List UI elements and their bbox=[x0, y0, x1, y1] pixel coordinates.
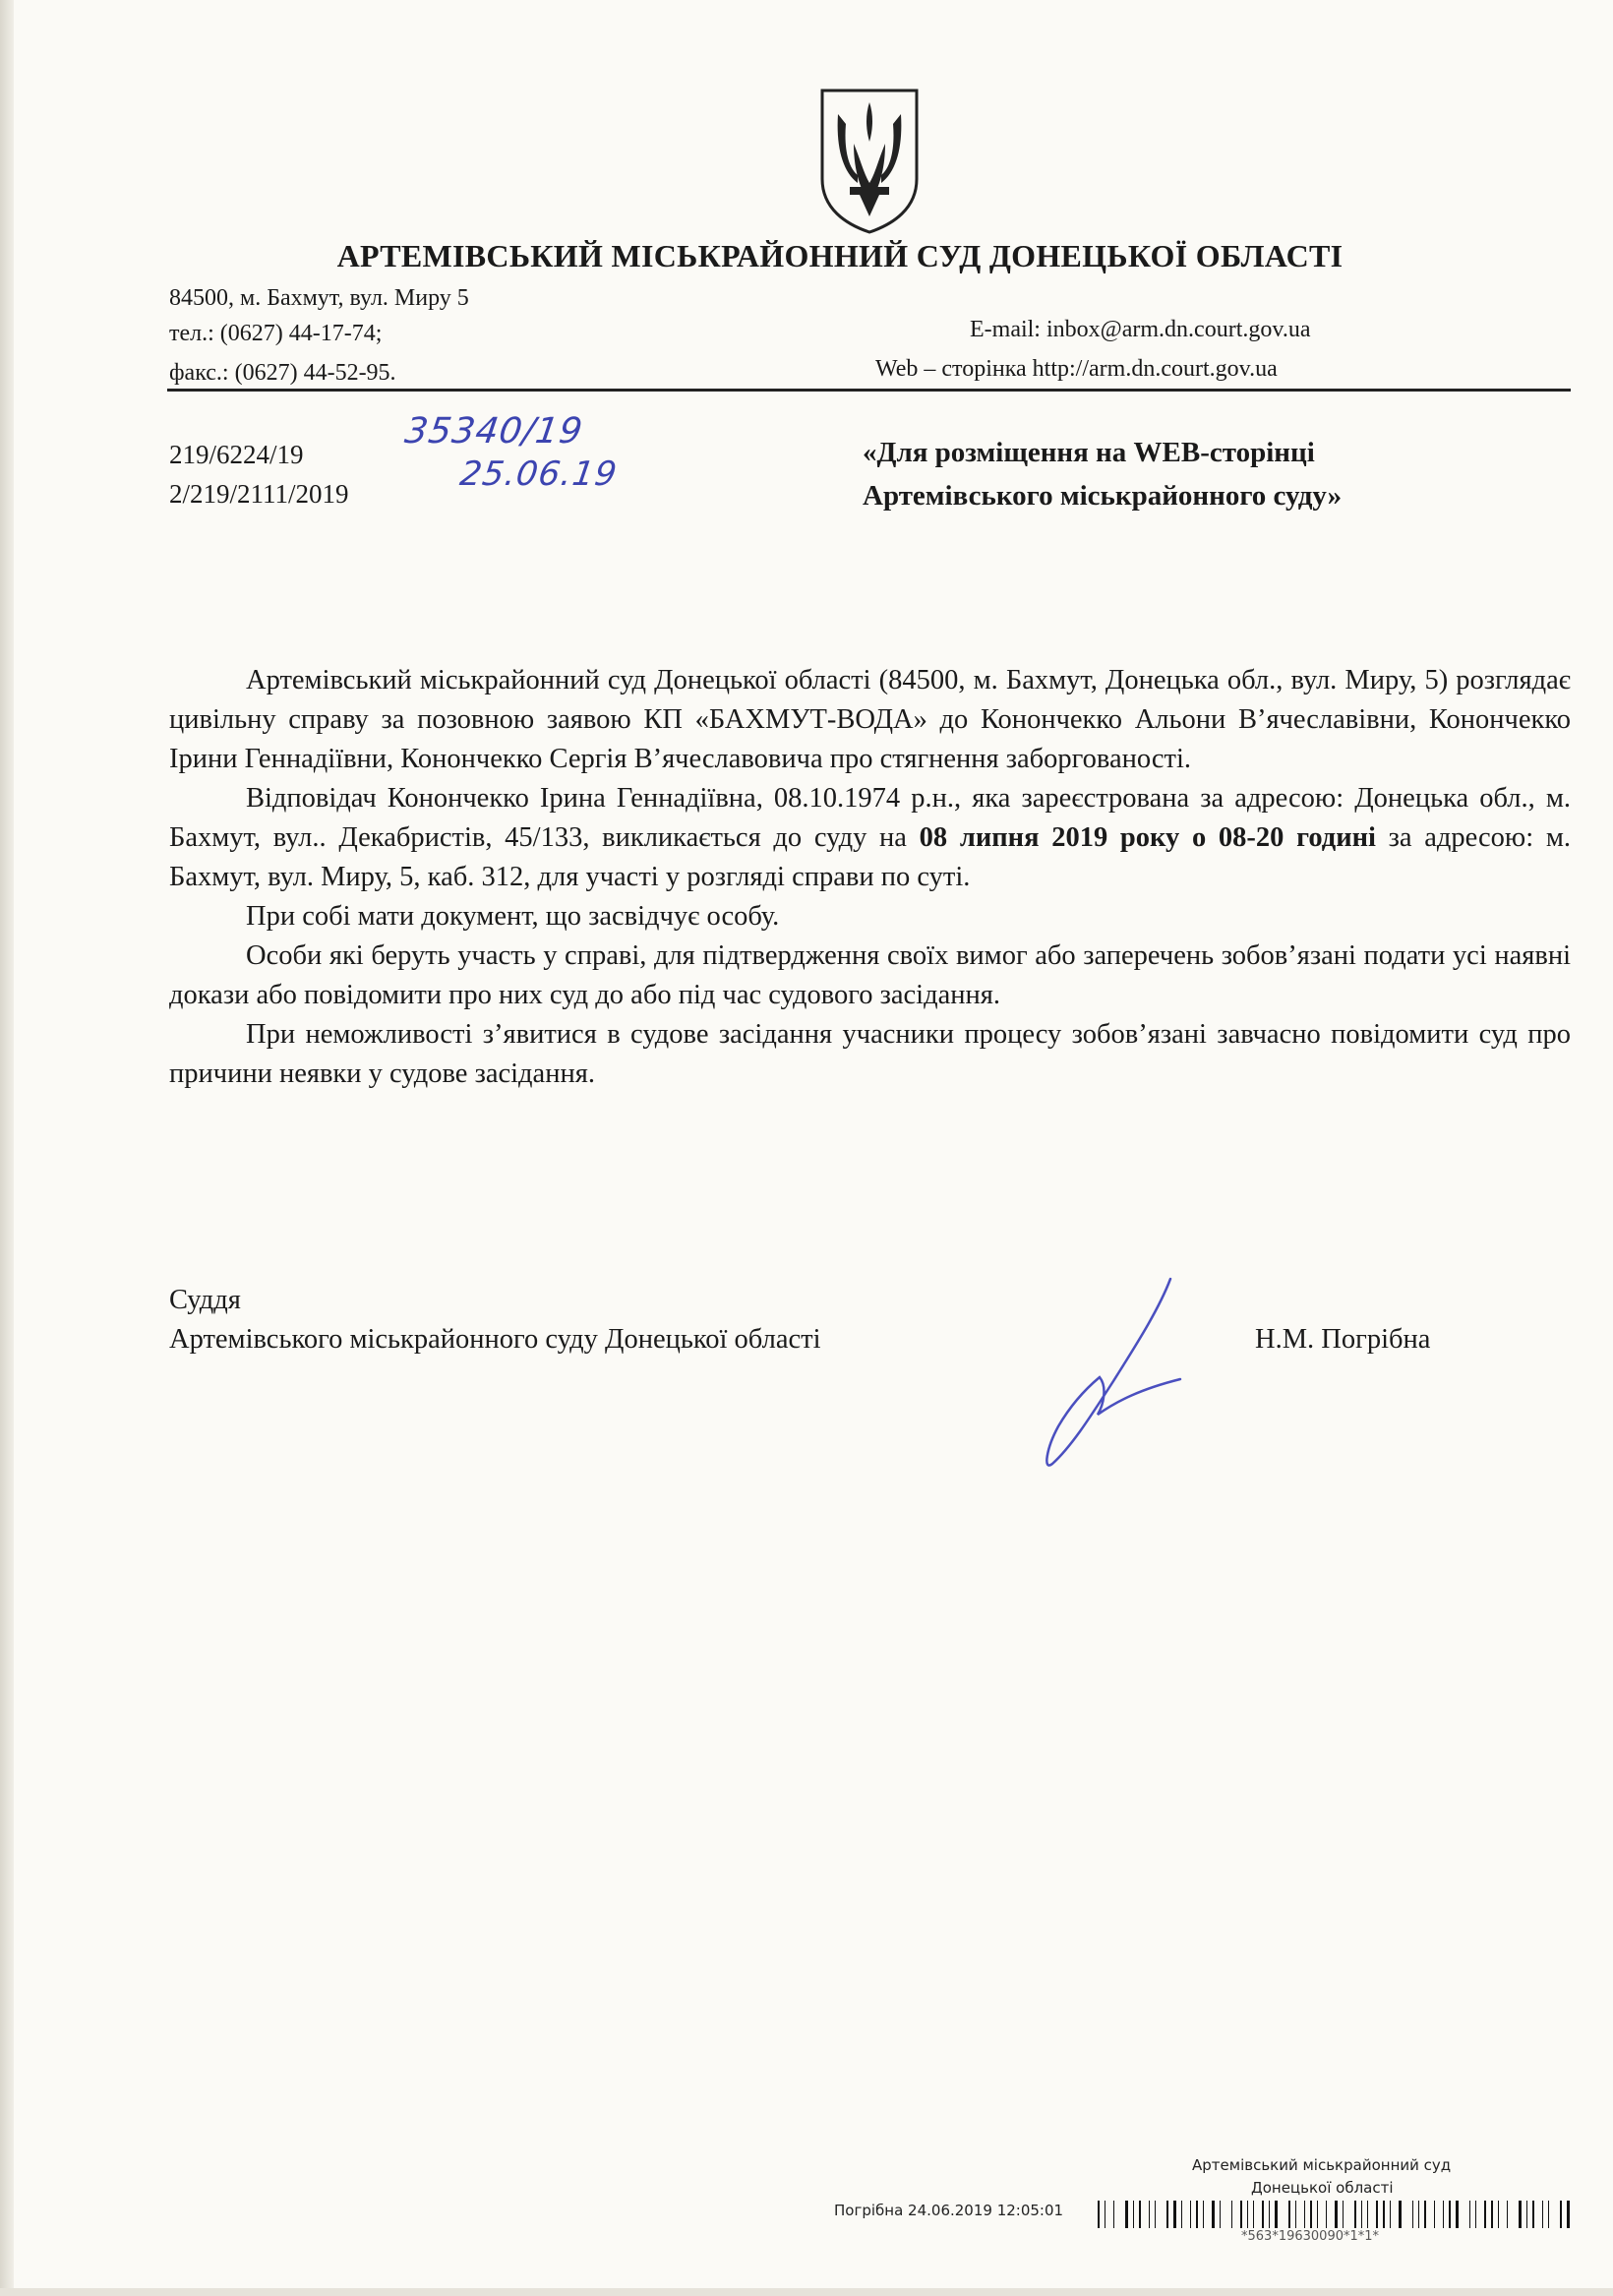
barcode-bar bbox=[1542, 2201, 1543, 2228]
barcode-bar bbox=[1526, 2201, 1527, 2228]
barcode-bar bbox=[1190, 2201, 1191, 2228]
barcode-bar bbox=[1367, 2201, 1368, 2228]
court-website: Web – сторінка http://arm.dn.court.gov.ua bbox=[875, 356, 1278, 382]
barcode-bar bbox=[1567, 2201, 1570, 2228]
barcode-bar bbox=[1275, 2201, 1278, 2228]
barcode-bar bbox=[1133, 2201, 1134, 2228]
barcode-bar bbox=[1418, 2201, 1419, 2228]
court-phone: тел.: (0627) 44-17-74; bbox=[169, 321, 383, 346]
barcode-bar bbox=[1507, 2201, 1508, 2228]
barcode-bar bbox=[1354, 2201, 1356, 2228]
barcode-bar bbox=[1532, 2201, 1534, 2228]
barcode-bar bbox=[1262, 2201, 1264, 2228]
barcode-bar bbox=[1317, 2201, 1318, 2228]
barcode-bar bbox=[1560, 2201, 1562, 2228]
reference-number-1: 219/6224/19 bbox=[169, 440, 304, 469]
barcode-bar bbox=[1166, 2201, 1168, 2228]
handwritten-signature bbox=[1023, 1271, 1200, 1468]
body-paragraph: При собі мати документ, що засвідчує особу. bbox=[246, 901, 780, 932]
body-paragraph: Відповідач Конончекко Ірина Геннадіївна, 08.10.1974 р.н., яка зареєстрована за адресою: Донецька обл., м. Бахмут, вул.. Декабристів, 45/133, викликається до суду на 08 липня 2019 року о 08-20 годині за адресою: м. Бахмут, вул. Миру, 5, каб. 312, для участі у розгляді справи по суті. bbox=[169, 783, 1571, 892]
barcode-bar bbox=[1335, 2201, 1338, 2228]
barcode-bar bbox=[1181, 2201, 1182, 2228]
court-email: E-mail: inbox@arm.dn.court.gov.ua bbox=[970, 317, 1311, 342]
barcode-number: *563*19630090*1*1* bbox=[1241, 2229, 1380, 2244]
barcode-bar bbox=[1475, 2201, 1476, 2228]
signatory-name: Н.М. Погрібна bbox=[1255, 1324, 1431, 1355]
barcode-bar bbox=[1390, 2201, 1391, 2228]
barcode-bar bbox=[1399, 2201, 1402, 2228]
handwritten-registration-date: 25.06.19 bbox=[457, 454, 621, 494]
barcode-bar bbox=[1212, 2201, 1215, 2228]
barcode-bar bbox=[1220, 2201, 1221, 2228]
barcode-bar bbox=[1113, 2201, 1114, 2228]
court-fax: факс.: (0627) 44-52-95. bbox=[169, 360, 396, 386]
barcode-bar bbox=[1491, 2201, 1493, 2228]
barcode-bar bbox=[1484, 2201, 1486, 2228]
barcode-bar bbox=[1326, 2201, 1327, 2228]
barcode-bar bbox=[1149, 2201, 1150, 2228]
body-paragraph: При неможливості з’явитися в судове засідання учасники процесу зобов’язані завчасно повідомити суд про причини неявки у судове засідання. bbox=[169, 1019, 1571, 1089]
trident-icon bbox=[814, 85, 925, 236]
barcode-bar bbox=[1295, 2201, 1296, 2228]
handwritten-registration-number: 35340/19 bbox=[402, 411, 586, 452]
header-divider bbox=[167, 389, 1571, 392]
barcode-bar bbox=[1383, 2201, 1385, 2228]
barcode-bar bbox=[1173, 2201, 1176, 2228]
barcode-bar bbox=[1424, 2201, 1426, 2228]
barcode-bar bbox=[1412, 2201, 1413, 2228]
body-paragraph: Особи які беруть участь у справі, для підтвердження своїх вимог або заперечень зобов’язані подати усі наявні докази або повідомити про них суд до або під час судового засідання. bbox=[169, 940, 1571, 1010]
barcode-bar bbox=[1304, 2201, 1305, 2228]
barcode-bar bbox=[1196, 2201, 1198, 2228]
placement-note bbox=[863, 431, 1342, 517]
barcode-bar bbox=[1098, 2201, 1100, 2228]
barcode-bar bbox=[1469, 2201, 1470, 2228]
placement-note-line-2: Артемівського міськрайонного суду» bbox=[863, 480, 1343, 512]
reference-number-2: 2/219/2111/2019 bbox=[169, 479, 349, 509]
barcode-bar bbox=[1231, 2201, 1232, 2228]
barcode-bar bbox=[1434, 2201, 1435, 2228]
barcode-bar bbox=[1343, 2201, 1344, 2228]
barcode-bar bbox=[1310, 2201, 1312, 2228]
barcode-bar bbox=[1548, 2201, 1549, 2228]
barcode-bar bbox=[1247, 2201, 1248, 2228]
barcode-bar bbox=[1519, 2201, 1522, 2228]
summons-body bbox=[169, 661, 1571, 1094]
stamp-signed-by: Погрібна 24.06.2019 12:05:01 bbox=[834, 2202, 1064, 2219]
court-name-heading: АРТЕМІВСЬКИЙ МІСЬКРАЙОННИЙ СУД ДОНЕЦЬКОЇ ОБЛАСТІ bbox=[336, 238, 1344, 273]
barcode-bar bbox=[1456, 2201, 1459, 2228]
barcode-bar bbox=[1443, 2201, 1444, 2228]
document-barcode bbox=[1094, 2199, 1576, 2230]
hearing-date: 08 липня 2019 року о 08-20 годині bbox=[919, 822, 1376, 853]
barcode-bar bbox=[1155, 2201, 1156, 2228]
court-address: 84500, м. Бахмут, вул. Миру 5 bbox=[169, 285, 469, 311]
barcode-bar bbox=[1288, 2201, 1290, 2228]
barcode-bar bbox=[1203, 2201, 1204, 2228]
barcode-bar bbox=[1269, 2201, 1270, 2228]
scan-edge bbox=[0, 0, 14, 2296]
placement-note-line-1: «Для розміщення на WEB-сторінці bbox=[863, 437, 1315, 468]
barcode-bar bbox=[1376, 2201, 1378, 2228]
signatory-court: Артемівського міськрайонного суду Донецької області bbox=[169, 1324, 821, 1355]
barcode-bar bbox=[1139, 2201, 1141, 2228]
barcode-bar bbox=[1498, 2201, 1499, 2228]
scan-edge-bottom bbox=[0, 2288, 1613, 2296]
barcode-bar bbox=[1361, 2201, 1362, 2228]
body-paragraph: Артемівський міськрайонний суд Донецької області (84500, м. Бахмут, Донецька обл., вул. Миру, 5) розглядає цивільну справу за позовною заявою КП «БАХМУТ-ВОДА» до Конончекко Альони В’ячеславівни, Конончекко Ірини Геннадіївни, Конончекко Сергія В’ячеславовича про стягнення заборгованості. bbox=[169, 665, 1571, 774]
stamp-court-line-2: Донецької області bbox=[1251, 2179, 1394, 2197]
barcode-bar bbox=[1240, 2201, 1242, 2228]
barcode-bar bbox=[1253, 2201, 1254, 2228]
barcode-bar bbox=[1125, 2201, 1128, 2228]
signatory-title: Суддя bbox=[169, 1285, 241, 1315]
barcode-bar bbox=[1449, 2201, 1451, 2228]
stamp-court-line-1: Артемівський міськрайонний суд bbox=[1192, 2156, 1452, 2174]
